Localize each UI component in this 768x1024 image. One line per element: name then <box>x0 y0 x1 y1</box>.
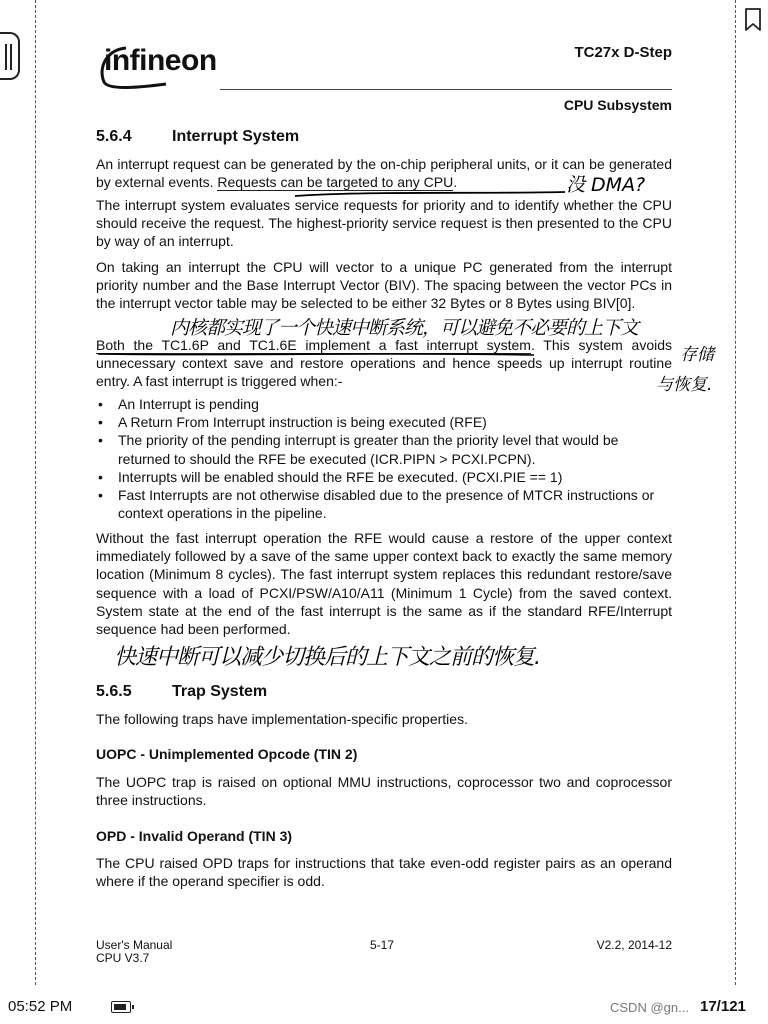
text: On taking an interrupt the CPU will vector to a unique PC generated from the interrupt priority number and the Base Interrupt Vector (BIV). The spacing between the vector PCs in the interrupt vector table may be selected to be either 32 Bytes or 8 Bytes using BIV[0]. <box>96 259 672 312</box>
clock: 05:52 PM <box>8 998 73 1015</box>
heading-interrupt-system <box>96 128 299 146</box>
infineon-logo-text: infineon <box>104 44 217 77</box>
page-counter[interactable]: 17/121 <box>700 998 746 1015</box>
opd-paragraph <box>96 854 672 890</box>
handwritten-note: 存储 <box>680 345 714 365</box>
underlined-text: Requests can be targeted to any CPU <box>217 174 454 191</box>
list-item: • An Interrupt is pending <box>96 395 672 413</box>
heading-number: 5.6.4 <box>96 128 132 145</box>
text: The CPU raised OPD traps for instructions that take even-odd register pairs as an operand where if the operand specifier is odd. <box>96 855 672 890</box>
paragraph-4 <box>96 336 672 391</box>
footer-manual-label: User's Manual <box>96 938 173 952</box>
heading-title: Trap System <box>172 683 268 700</box>
heading-opd: OPD - Invalid Operand (TIN 3) <box>96 828 293 844</box>
watermark: CSDN @gn... <box>610 1000 689 1015</box>
list-item: • Interrupts will be enabled should the RFE be executed. (PCXI.PIE == 1) <box>96 468 672 486</box>
footer-page-number: 5-17 <box>370 938 395 952</box>
text: An interrupt request can be generated by the on-chip peripheral units, or it can be generated by external events. <box>96 156 672 191</box>
heading-trap-system <box>96 683 267 701</box>
text: The interrupt system evaluates service requests for priority and to identify whether the CPU should receive the request. The highest-priority service request is then presented to the CPU by way of an interrupt. <box>96 197 672 250</box>
document-title: TC27x D-Step <box>574 44 672 61</box>
text: The following traps have implementation-specific properties. <box>96 711 468 727</box>
paragraph-3 <box>96 258 672 313</box>
handle-bar-icon <box>10 44 12 70</box>
paragraph-5 <box>96 529 672 638</box>
list-item: • Fast Interrupts are not otherwise disabled due to the presence of MTCR instructions or context operations in the pipeline. <box>96 486 672 522</box>
handle-bar-icon <box>5 44 7 70</box>
header-divider <box>220 89 672 90</box>
text: . This system avoids unnecessary context save and restore operations and hence speeds up interrupt routine entry. A fast interrupt is triggered when:- <box>96 337 673 390</box>
text: . <box>453 174 458 191</box>
bookmark-icon[interactable] <box>744 8 762 32</box>
text: The UOPC trap is raised on optional MMU instructions, coprocessor two and coprocessor three instructions. <box>96 774 672 809</box>
list-item: • A Return From Interrupt instruction is being executed (RFE) <box>96 413 672 431</box>
uopc-paragraph <box>96 773 672 809</box>
handwritten-note: 快速中断可以减少切换后的上下文之前的恢复. <box>114 645 540 670</box>
trap-intro <box>96 710 672 728</box>
handwritten-note: 没 DMA? <box>566 174 646 196</box>
handwritten-underline <box>96 348 536 360</box>
heading-number: 5.6.5 <box>96 683 132 700</box>
handwritten-underline <box>290 188 570 200</box>
list-item: • The priority of the pending interrupt is greater than the priority level that would be returned to should the RFE be executed (ICR.PIPN > PCXI.PCPN). <box>96 431 672 467</box>
trigger-conditions-list <box>96 395 672 522</box>
handwritten-note: 内核都实现了一个快速中断系统，可以避免不必要的上下文 <box>170 317 639 339</box>
heading-title: Interrupt System <box>172 128 300 145</box>
footer-manual <box>96 939 172 965</box>
footer-version: V2.2, 2014-12 <box>596 938 672 952</box>
heading-uopc: UOPC - Unimplemented Opcode (TIN 2) <box>96 746 358 762</box>
underlined-text: Both the TC1.6P and TC1.6E implement a fast interrupt system <box>96 337 531 353</box>
footer-cpu-version: CPU V3.7 <box>96 951 150 965</box>
handwritten-note: 与恢复. <box>656 375 713 395</box>
left-margin-guide <box>35 0 36 985</box>
right-margin-guide <box>735 0 736 985</box>
side-menu-handle[interactable] <box>0 32 20 80</box>
text: Without the fast interrupt operation the RFE would cause a restore of the upper context immediately followed by a save of the same upper context back to exactly the same memory location (Minimum 8 cycles). The fast interrupt system replaces this redundant restore/save sequence with a load of PCXI/PSW/A10/A11 (Minimum 1 Cycle) from the saved context. System state at the end of the fast interrupt is the same as if the standard RFE/Interrupt sequence had been performed. <box>96 530 672 638</box>
battery-icon <box>111 1001 131 1013</box>
paragraph-2 <box>96 196 672 251</box>
section-header: CPU Subsystem <box>563 97 672 113</box>
